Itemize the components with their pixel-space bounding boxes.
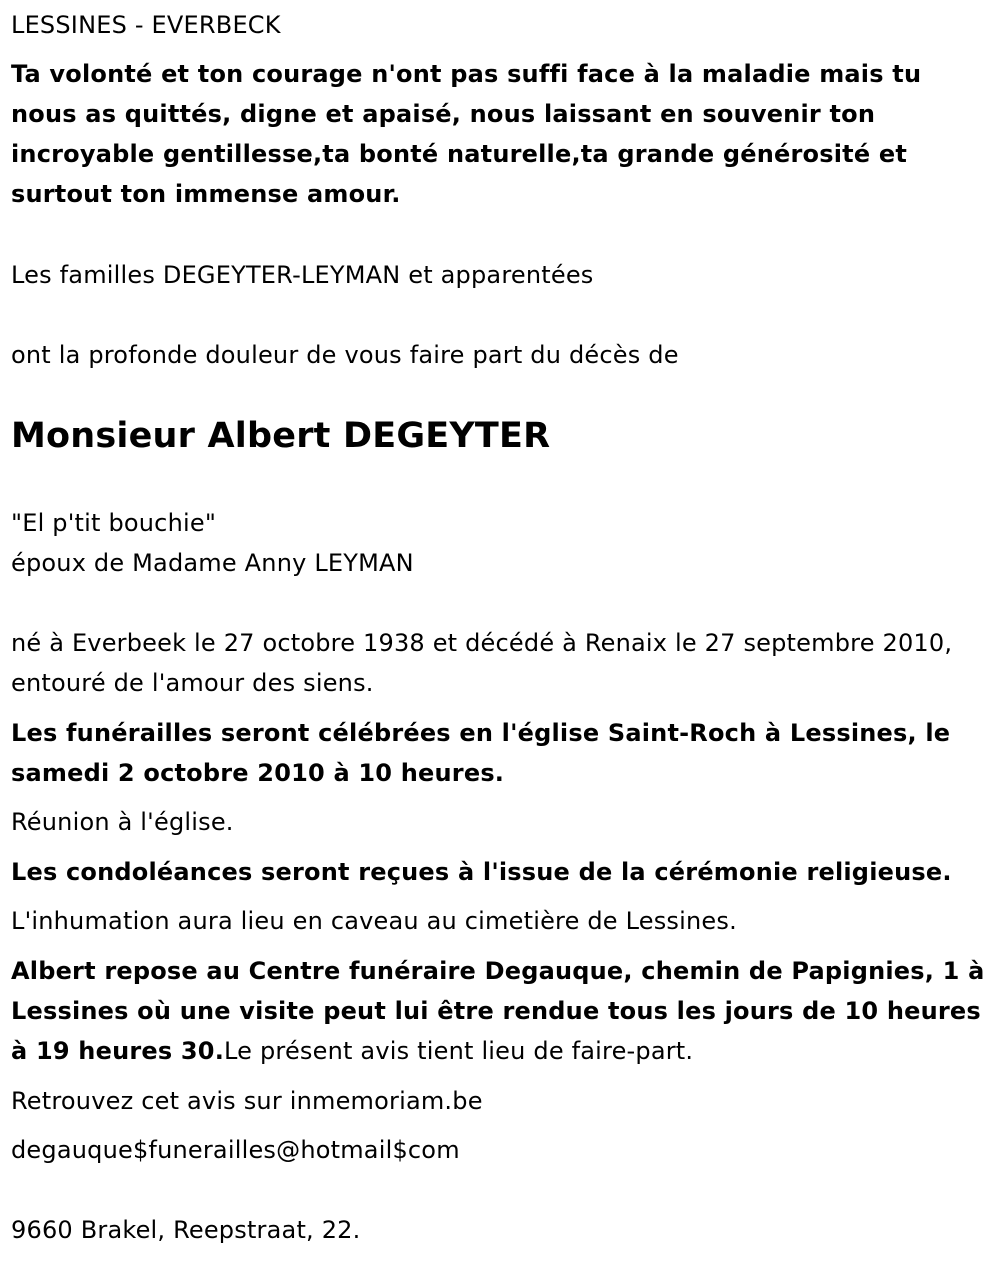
nickname: "El p'tit bouchie" bbox=[11, 509, 217, 537]
website-line: Retrouvez cet avis sur inmemoriam.be bbox=[11, 1087, 483, 1115]
address-line: 9660 Brakel, Reepstraat, 22. bbox=[11, 1216, 361, 1244]
families-line: Les familles DEGEYTER-LEYMAN et apparentées bbox=[11, 261, 594, 289]
birth-death-line: né à Everbeek le 27 octobre 1938 et décédé à Renaix le 27 septembre 2010, entouré de l'amour des siens. bbox=[11, 629, 953, 697]
location-header: LESSINES - EVERBECK bbox=[11, 11, 281, 39]
spouse-line: époux de Madame Anny LEYMAN bbox=[11, 549, 414, 577]
deceased-name: Monsieur Albert DEGEYTER bbox=[11, 416, 551, 456]
burial-line: L'inhumation aura lieu en caveau au cimetière de Lessines. bbox=[11, 907, 737, 935]
announcement-line: ont la profonde douleur de vous faire part du décès de bbox=[11, 341, 679, 369]
epitaph: Ta volonté et ton courage n'ont pas suffi face à la maladie mais tu nous as quittés, digne et apaisé, nous laissant en souvenir ton incroyable gentillesse,ta bonté naturelle,ta grande générosité et surtout ton immense amour. bbox=[11, 60, 922, 208]
visitation-details: Albert repose au Centre funéraire Degauque, chemin de Papignies, 1 à Lessines où une visite peut lui être rendue tous les jours de 10 heures à 19 heures 30. bbox=[11, 957, 985, 1065]
condolences-line: Les condoléances seront reçues à l'issue de la cérémonie religieuse. bbox=[11, 858, 952, 886]
visitation-paragraph bbox=[11, 951, 991, 1071]
faire-part-note: Le présent avis tient lieu de faire-part. bbox=[224, 1037, 694, 1065]
funeral-details: Les funérailles seront célébrées en l'église Saint-Roch à Lessines, le samedi 2 octobre 2010 à 10 heures. bbox=[11, 719, 951, 787]
meeting-line: Réunion à l'église. bbox=[11, 808, 234, 836]
email-line: degauque$funerailles@hotmail$com bbox=[11, 1136, 460, 1164]
